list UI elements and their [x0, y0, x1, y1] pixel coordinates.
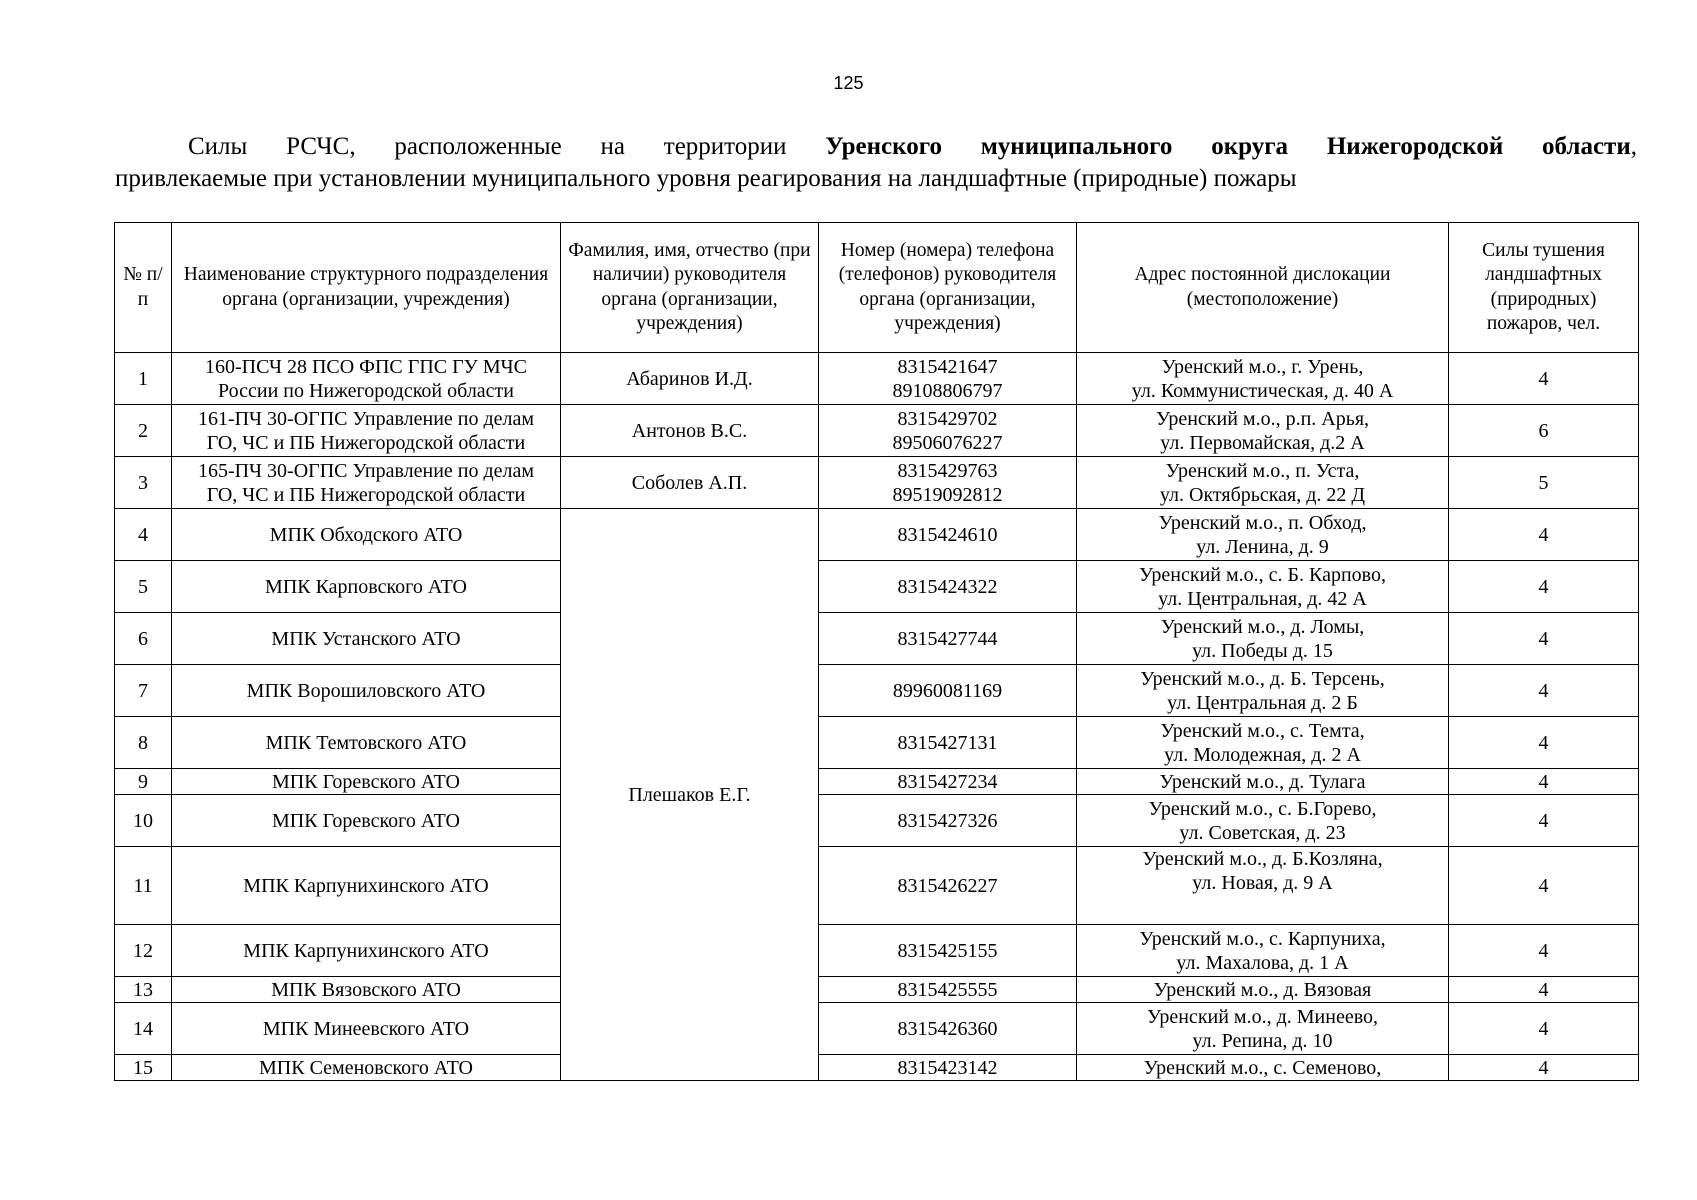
cell-address: Уренский м.о., д. Тулага	[1077, 769, 1449, 795]
table-row	[115, 795, 1639, 847]
cell-address: Уренский м.о., п. Уста, ул. Октябрьская, д. 22 Д	[1077, 457, 1449, 509]
table-row	[115, 1055, 1639, 1081]
cell-phone: 8315423142	[819, 1055, 1077, 1081]
cell-forces: 4	[1449, 717, 1639, 769]
forces-table	[114, 222, 1639, 1081]
cell-name: МПК Карпунихинского АТО	[172, 847, 561, 925]
cell-num: 7	[115, 665, 172, 717]
table-row	[115, 509, 1639, 561]
cell-num: 8	[115, 717, 172, 769]
cell-phone: 8315427744	[819, 613, 1077, 665]
cell-forces: 4	[1449, 847, 1639, 925]
table-row	[115, 457, 1639, 509]
cell-phone: 8315427326	[819, 795, 1077, 847]
cell-head: Соболев А.П.	[561, 457, 819, 509]
cell-phone: 8315421647 89108806797	[819, 353, 1077, 405]
cell-address: Уренский м.о., д. Вязовая	[1077, 977, 1449, 1003]
cell-address: Уренский м.о., д. Б. Терсень, ул. Центральная д. 2 Б	[1077, 665, 1449, 717]
table-row	[115, 353, 1639, 405]
cell-address: Уренский м.о., с. Б.Горево, ул. Советская, д. 23	[1077, 795, 1449, 847]
cell-forces: 4	[1449, 561, 1639, 613]
cell-forces: 4	[1449, 1003, 1639, 1055]
cell-phone: 8315425555	[819, 977, 1077, 1003]
table-row	[115, 561, 1639, 613]
table-header-row	[115, 223, 1639, 353]
cell-phone: 8315425155	[819, 925, 1077, 977]
header-num: № п/п	[115, 223, 172, 353]
cell-num: 2	[115, 405, 172, 457]
cell-name: МПК Устанского АТО	[172, 613, 561, 665]
cell-name: МПК Темтовского АТО	[172, 717, 561, 769]
cell-forces: 4	[1449, 1055, 1639, 1081]
table-row	[115, 769, 1639, 795]
cell-name: МПК Минеевского АТО	[172, 1003, 561, 1055]
header-forces: Силы тушения ландшафтных (природных) пожаров, чел.	[1449, 223, 1639, 353]
cell-forces: 4	[1449, 977, 1639, 1003]
cell-num: 11	[115, 847, 172, 925]
cell-phone: 8315426360	[819, 1003, 1077, 1055]
table-row	[115, 665, 1639, 717]
table-row	[115, 405, 1639, 457]
cell-address: Уренский м.о., д. Минеево, ул. Репина, д. 10	[1077, 1003, 1449, 1055]
cell-name: МПК Горевского АТО	[172, 769, 561, 795]
cell-head: Абаринов И.Д.	[561, 353, 819, 405]
cell-num: 3	[115, 457, 172, 509]
table-row	[115, 925, 1639, 977]
cell-phone: 89960081169	[819, 665, 1077, 717]
cell-forces: 4	[1449, 613, 1639, 665]
table-row	[115, 847, 1639, 925]
cell-address: Уренский м.о., с. Карпуниха, ул. Махалова, д. 1 А	[1077, 925, 1449, 977]
title-part-1: Силы РСЧС, расположенные на территории	[188, 133, 826, 160]
header-phone: Номер (номера) телефона (телефонов) руководителя органа (организации, учреждения)	[819, 223, 1077, 353]
cell-name: МПК Обходского АТО	[172, 509, 561, 561]
cell-num: 10	[115, 795, 172, 847]
cell-forces: 4	[1449, 925, 1639, 977]
header-head: Фамилия, имя, отчество (при наличии) руководителя органа (организации, учреждения)	[561, 223, 819, 353]
cell-phone: 8315429702 89506076227	[819, 405, 1077, 457]
cell-phone: 8315426227	[819, 847, 1077, 925]
cell-phone: 8315429763 89519092812	[819, 457, 1077, 509]
title-line-1	[115, 131, 1637, 163]
document-title	[115, 131, 1637, 195]
header-name: Наименование структурного подразделения органа (организации, учреждения)	[172, 223, 561, 353]
cell-address: Уренский м.о., г. Урень, ул. Коммунистическая, д. 40 А	[1077, 353, 1449, 405]
cell-forces: 4	[1449, 509, 1639, 561]
cell-phone: 8315424610	[819, 509, 1077, 561]
cell-forces: 4	[1449, 769, 1639, 795]
cell-num: 1	[115, 353, 172, 405]
table-row	[115, 1003, 1639, 1055]
cell-address: Уренский м.о., с. Б. Карпово, ул. Центральная, д. 42 А	[1077, 561, 1449, 613]
cell-name: 161-ПЧ 30-ОГПС Управление по делам ГО, ЧС и ПБ Нижегородской области	[172, 405, 561, 457]
cell-name: 160-ПСЧ 28 ПСО ФПС ГПС ГУ МЧС России по Нижегородской области	[172, 353, 561, 405]
cell-phone: 8315427234	[819, 769, 1077, 795]
header-address: Адрес постоянной дислокации (местоположение)	[1077, 223, 1449, 353]
cell-num: 5	[115, 561, 172, 613]
title-part-2: ,	[1630, 133, 1637, 160]
table-row	[115, 717, 1639, 769]
cell-num: 6	[115, 613, 172, 665]
cell-phone: 8315424322	[819, 561, 1077, 613]
cell-num: 14	[115, 1003, 172, 1055]
cell-address: Уренский м.о., д. Ломы, ул. Победы д. 15	[1077, 613, 1449, 665]
title-line-2: привлекаемые при установлении муниципального уровня реагирования на ландшафтные (природные) пожары	[115, 165, 1297, 192]
cell-name: МПК Горевского АТО	[172, 795, 561, 847]
cell-name: МПК Карпунихинского АТО	[172, 925, 561, 977]
cell-address: Уренский м.о., с. Семеново,	[1077, 1055, 1449, 1081]
cell-forces: 4	[1449, 795, 1639, 847]
cell-num: 9	[115, 769, 172, 795]
cell-num: 12	[115, 925, 172, 977]
cell-forces: 5	[1449, 457, 1639, 509]
cell-forces: 6	[1449, 405, 1639, 457]
cell-name: МПК Семеновского АТО	[172, 1055, 561, 1081]
table-row	[115, 613, 1639, 665]
cell-phone: 8315427131	[819, 717, 1077, 769]
cell-forces: 4	[1449, 353, 1639, 405]
cell-address: Уренский м.о., д. Б.Козляна, ул. Новая, д. 9 А	[1077, 847, 1449, 925]
cell-address: Уренский м.о., р.п. Арья, ул. Первомайская, д.2 А	[1077, 405, 1449, 457]
cell-name: МПК Карповского АТО	[172, 561, 561, 613]
cell-name: МПК Вязовского АТО	[172, 977, 561, 1003]
cell-num: 13	[115, 977, 172, 1003]
cell-address: Уренский м.о., с. Темта, ул. Молодежная, д. 2 А	[1077, 717, 1449, 769]
title-bold: Уренского муниципального округа Нижегородской области	[825, 133, 1631, 160]
cell-name: МПК Ворошиловского АТО	[172, 665, 561, 717]
cell-address: Уренский м.о., п. Обход, ул. Ленина, д. 9	[1077, 509, 1449, 561]
cell-num: 15	[115, 1055, 172, 1081]
table-row	[115, 977, 1639, 1003]
cell-head-merged: Плешаков Е.Г.	[561, 509, 819, 1081]
cell-name: 165-ПЧ 30-ОГПС Управление по делам ГО, ЧС и ПБ Нижегородской области	[172, 457, 561, 509]
cell-head: Антонов В.С.	[561, 405, 819, 457]
cell-forces: 4	[1449, 665, 1639, 717]
cell-num: 4	[115, 509, 172, 561]
page-number: 125	[833, 73, 864, 93]
